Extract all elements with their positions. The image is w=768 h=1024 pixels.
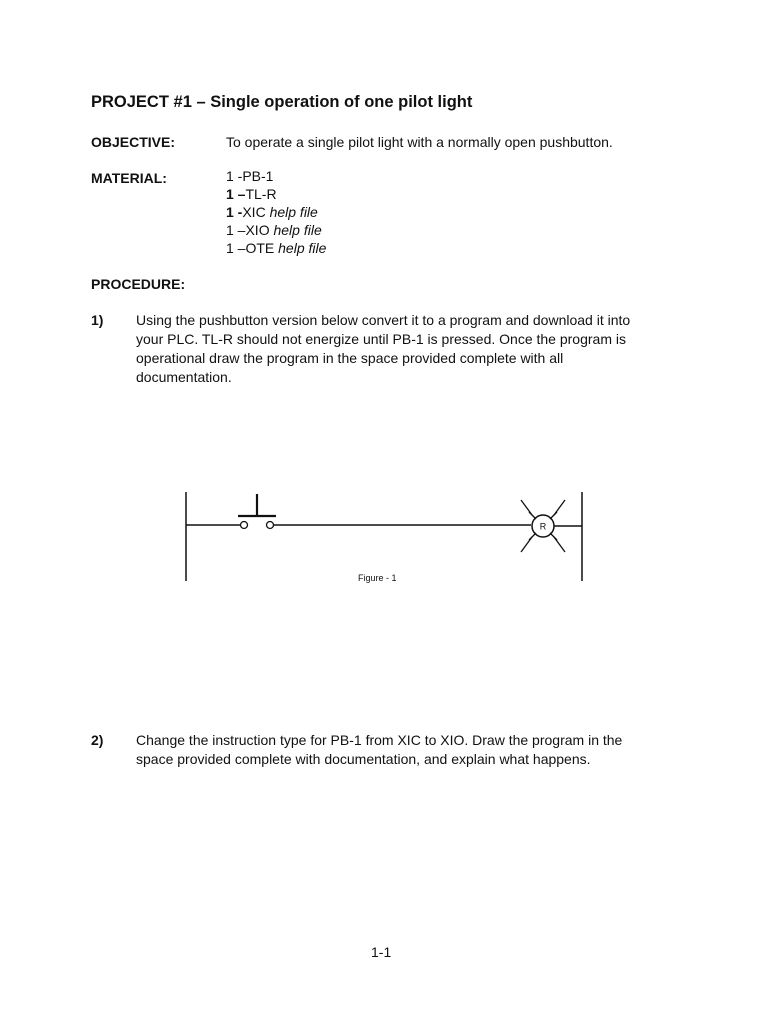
- pushbutton-no-icon: [186, 494, 531, 529]
- pilot-light-icon: [521, 500, 582, 552]
- material-qty: 1 -: [226, 168, 243, 184]
- lamp-letter: R: [539, 521, 547, 532]
- step-2-text: [136, 731, 696, 769]
- material-list: [226, 167, 326, 257]
- step-1-line: your PLC. TL-R should not energize until PB-1 is pressed. Once the program is: [136, 331, 626, 347]
- material-name: OTE: [245, 240, 275, 256]
- material-note: help file: [278, 240, 327, 256]
- material-name: XIO: [245, 222, 270, 238]
- step-1-line: documentation.: [136, 369, 232, 385]
- step-2-line: space provided complete with documentation, and explain what happens.: [136, 751, 591, 767]
- material-item: [226, 221, 326, 239]
- page-number: 1-1: [371, 944, 392, 960]
- step-1-line: operational draw the program in the space provided complete with all: [136, 350, 564, 366]
- material-name: XIC: [242, 204, 266, 220]
- material-name: TL-R: [245, 186, 277, 202]
- procedure-label: PROCEDURE:: [91, 276, 186, 292]
- material-item: [226, 203, 326, 221]
- figure-caption: Figure - 1: [358, 573, 397, 583]
- material-item: [226, 167, 326, 185]
- objective-label: OBJECTIVE:: [91, 134, 176, 150]
- material-qty: 1 –: [226, 186, 246, 202]
- material-name: PB-1: [242, 168, 274, 184]
- material-qty: 1 –: [226, 240, 246, 256]
- objective-text: To operate a single pilot light with a normally open pushbutton.: [226, 134, 613, 150]
- step-2-number: 2): [91, 732, 104, 748]
- page-title: PROJECT #1 – Single operation of one pilot light: [91, 93, 473, 111]
- step-1-line: Using the pushbutton version below convert it to a program and download it into: [136, 312, 631, 328]
- material-qty: 1 -: [226, 204, 243, 220]
- material-label: MATERIAL:: [91, 170, 167, 186]
- material-qty: 1 –: [226, 222, 246, 238]
- step-1-text: [136, 311, 696, 387]
- material-note: help file: [269, 204, 318, 220]
- material-item: [226, 185, 326, 203]
- material-item: [226, 239, 326, 257]
- step-2-line: Change the instruction type for PB-1 from XIC to XIO. Draw the program in the: [136, 732, 623, 748]
- material-note: help file: [273, 222, 322, 238]
- step-1-number: 1): [91, 312, 104, 328]
